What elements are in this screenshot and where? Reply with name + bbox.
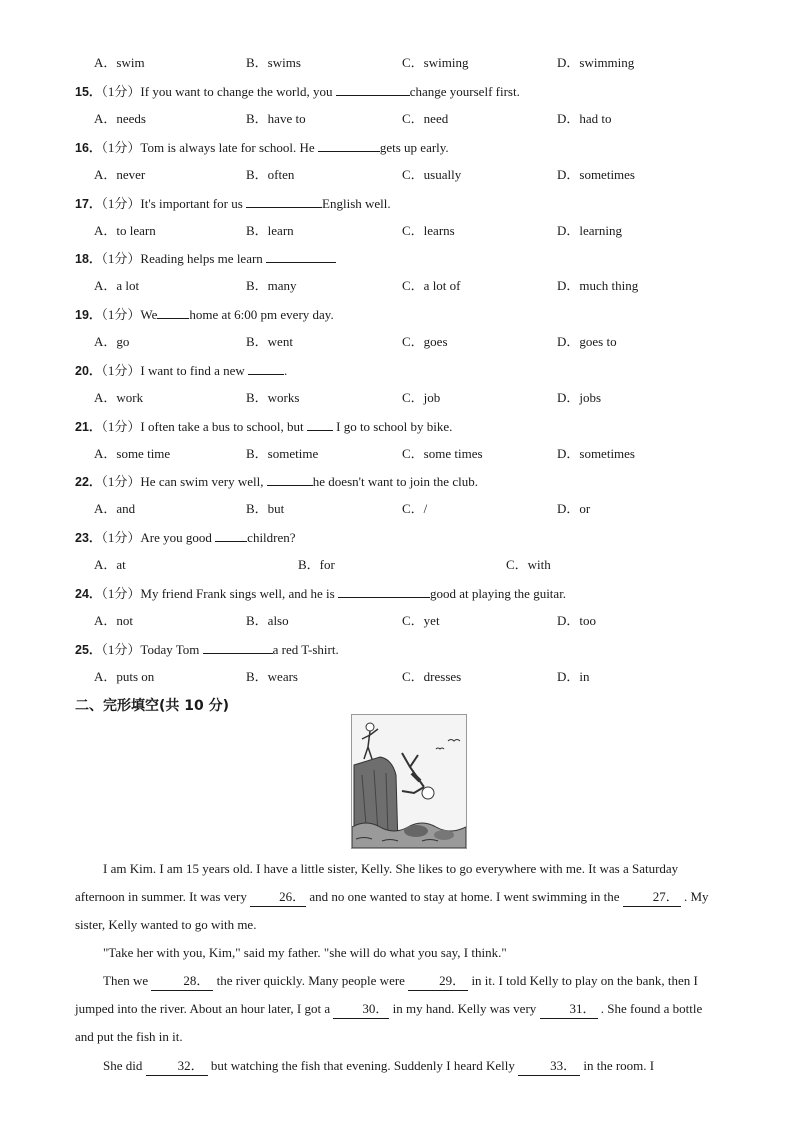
passage-text: She did — [103, 1058, 146, 1073]
question-score: （1分） — [101, 307, 141, 322]
question-19 — [75, 304, 334, 324]
question-23 — [75, 527, 296, 547]
q17-option-d[interactable]: D．learning — [557, 223, 622, 238]
question-17 — [75, 193, 391, 213]
blank-33[interactable]: 33． — [518, 1057, 580, 1076]
question-text: I often take a bus to school, but — [140, 419, 307, 434]
blank-26[interactable]: 26． — [250, 888, 306, 907]
passage-text: I am Kim. I am 15 years old. I have a little sister, Kelly. She likes to go everywhere with me. It was a Saturday afternoon in summer. It was very — [75, 861, 679, 904]
question-text-after: English well. — [322, 196, 391, 211]
question-text-after: good at playing the guitar. — [429, 586, 567, 601]
answer-blank[interactable] — [248, 360, 284, 375]
question-text-after: a red T-shirt. — [272, 642, 339, 657]
blank-28[interactable]: 28． — [151, 972, 213, 991]
q15-option-d[interactable]: D．had to — [557, 111, 612, 126]
q25-option-b[interactable]: B．wears — [246, 669, 298, 684]
passage-text: but watching the fish that evening. Suddenly I heard Kelly — [207, 1058, 519, 1073]
question-number: 25． — [75, 643, 102, 657]
question-15 — [75, 81, 520, 101]
question-score: （1分） — [101, 251, 141, 266]
q21-option-a[interactable]: A．some time — [94, 446, 171, 461]
question-number: 17． — [75, 197, 102, 211]
q20-option-d[interactable]: D．jobs — [557, 390, 602, 405]
question-number: 21． — [75, 420, 102, 434]
q20-option-a[interactable]: A．work — [94, 390, 144, 405]
q21-option-c[interactable]: C．some times — [402, 446, 483, 461]
question-score: （1分） — [101, 84, 141, 99]
q18-option-d[interactable]: D．much thing — [557, 278, 639, 293]
answer-blank[interactable] — [307, 416, 333, 431]
question-number: 22． — [75, 475, 102, 489]
question-18 — [75, 248, 336, 268]
q14-option-a[interactable]: A．swim — [94, 55, 145, 70]
blank-30[interactable]: 30． — [333, 1000, 389, 1019]
q25-option-d[interactable]: D．in — [557, 669, 590, 684]
q22-option-a[interactable]: A．and — [94, 501, 136, 516]
q17-option-a[interactable]: A．to learn — [94, 223, 156, 238]
q24-option-d[interactable]: D．too — [557, 613, 597, 628]
answer-blank[interactable] — [215, 527, 247, 542]
q25-option-c[interactable]: C．dresses — [402, 669, 462, 684]
question-score: （1分） — [101, 140, 141, 155]
answer-blank[interactable] — [338, 583, 430, 598]
q18-option-a[interactable]: A．a lot — [94, 278, 140, 293]
q16-option-c[interactable]: C．usually — [402, 167, 462, 182]
q21-option-d[interactable]: D．sometimes — [557, 446, 635, 461]
q17-option-b[interactable]: B．learn — [246, 223, 294, 238]
question-text: It's important for us — [140, 196, 247, 211]
q18-option-c[interactable]: C．a lot of — [402, 278, 461, 293]
question-24 — [75, 583, 566, 603]
blank-32[interactable]: 32． — [146, 1057, 208, 1076]
blank-31[interactable]: 31． — [540, 1000, 598, 1019]
question-score: （1分） — [101, 586, 141, 601]
question-score: （1分） — [101, 474, 141, 489]
question-16 — [75, 137, 449, 157]
question-text: Tom is always late for school. He — [140, 140, 318, 155]
question-25 — [75, 639, 339, 659]
question-text: Today Tom — [140, 642, 203, 657]
q17-option-c[interactable]: C．learns — [402, 223, 455, 238]
question-text: He can swim very well, — [140, 474, 267, 489]
q19-option-c[interactable]: C．goes — [402, 334, 448, 349]
passage-paragraph-4 — [75, 1052, 715, 1080]
q14-option-c[interactable]: C．swiming — [402, 55, 469, 70]
passage-text: . She found a bottle and put the fish in it. — [75, 1001, 703, 1044]
passage-text: in it. I told Kelly to play on the bank, then I jumped into the river. About an hour later, I got a — [75, 973, 698, 1016]
passage-text: and no one wanted to stay at home. I went swimming in the — [306, 889, 623, 904]
question-text: I want to find a new — [140, 363, 249, 378]
q20-option-b[interactable]: B．works — [246, 390, 300, 405]
question-number: 24． — [75, 587, 102, 601]
q22-option-b[interactable]: B．but — [246, 501, 285, 516]
passage-text: in my hand. Kelly was very — [389, 1001, 540, 1016]
question-text-after: . — [284, 363, 288, 378]
answer-blank[interactable] — [336, 81, 410, 96]
answer-blank[interactable] — [318, 137, 380, 152]
question-text: We — [140, 307, 158, 322]
passage-text: . My sister, Kelly wanted to go with me. — [75, 889, 709, 932]
question-text-after: change yourself first. — [409, 84, 520, 99]
q15-option-b[interactable]: B．have to — [246, 111, 306, 126]
diving-illustration — [351, 714, 467, 849]
question-score: （1分） — [101, 196, 141, 211]
passage-text: "Take her with you, Kim," said my father. "she will do what you say, I think." — [103, 945, 507, 960]
q18-option-b[interactable]: B．many — [246, 278, 297, 293]
question-score: （1分） — [101, 419, 141, 434]
q20-option-c[interactable]: C．job — [402, 390, 441, 405]
blank-27[interactable]: 27． — [623, 888, 681, 907]
question-number: 18． — [75, 252, 102, 266]
question-text-after: gets up early. — [379, 140, 449, 155]
q24-option-c[interactable]: C．yet — [402, 613, 440, 628]
q16-option-b[interactable]: B．often — [246, 167, 295, 182]
question-score: （1分） — [101, 530, 141, 545]
passage-paragraph-2 — [75, 939, 715, 967]
q21-option-b[interactable]: B．sometime — [246, 446, 319, 461]
q25-option-a[interactable]: A．puts on — [94, 669, 155, 684]
question-21 — [75, 416, 452, 436]
question-text-after: he doesn't want to join the club. — [312, 474, 478, 489]
q24-option-a[interactable]: A．not — [94, 613, 134, 628]
q24-option-b[interactable]: B．also — [246, 613, 289, 628]
question-22 — [75, 471, 478, 491]
q14-option-b[interactable]: B．swims — [246, 55, 301, 70]
blank-29[interactable]: 29． — [408, 972, 468, 991]
question-number: 23． — [75, 531, 102, 545]
question-number: 16． — [75, 141, 102, 155]
q23-option-a[interactable]: A．at — [94, 557, 126, 572]
question-text-after: children? — [247, 530, 296, 545]
answer-blank[interactable] — [267, 471, 313, 486]
q15-option-c[interactable]: C．need — [402, 111, 449, 126]
passage-text: in the room. I — [580, 1058, 655, 1073]
question-text-after: I go to school by bike. — [332, 419, 453, 434]
q15-option-a[interactable]: A．needs — [94, 111, 146, 126]
q19-option-b[interactable]: B．went — [246, 334, 293, 349]
q16-option-d[interactable]: D．sometimes — [557, 167, 635, 182]
q19-option-a[interactable]: A．go — [94, 334, 130, 349]
q14-option-d[interactable]: D．swimming — [557, 55, 635, 70]
q22-option-c[interactable]: C．/ — [402, 501, 428, 516]
passage-paragraph-3 — [75, 967, 715, 1051]
answer-blank[interactable] — [246, 193, 322, 208]
question-score: （1分） — [101, 363, 141, 378]
section-title: 二、完形填空(共 10 分) — [75, 698, 230, 714]
q23-option-b[interactable]: B．for — [298, 557, 335, 572]
q22-option-d[interactable]: D．or — [557, 501, 591, 516]
question-number: 19． — [75, 308, 102, 322]
q16-option-a[interactable]: A．never — [94, 167, 146, 182]
passage-text: Then we — [103, 973, 152, 988]
question-text: Reading helps me learn — [140, 251, 267, 266]
passage-paragraph-1 — [75, 855, 715, 939]
q23-option-c[interactable]: C．with — [506, 557, 551, 572]
answer-blank[interactable] — [203, 639, 273, 654]
question-text: My friend Frank sings well, and he is — [140, 586, 338, 601]
question-text: Are you good — [140, 530, 216, 545]
question-text-after: home at 6:00 pm every day. — [189, 307, 334, 322]
answer-blank[interactable] — [157, 304, 189, 319]
question-score: （1分） — [101, 642, 141, 657]
question-text: If you want to change the world, you — [140, 84, 336, 99]
question-20 — [75, 360, 287, 380]
answer-blank[interactable] — [266, 248, 336, 263]
passage-text: the river quickly. Many people were — [213, 973, 409, 988]
question-number: 15． — [75, 85, 102, 99]
q19-option-d[interactable]: D．goes to — [557, 334, 617, 349]
question-number: 20． — [75, 364, 102, 378]
